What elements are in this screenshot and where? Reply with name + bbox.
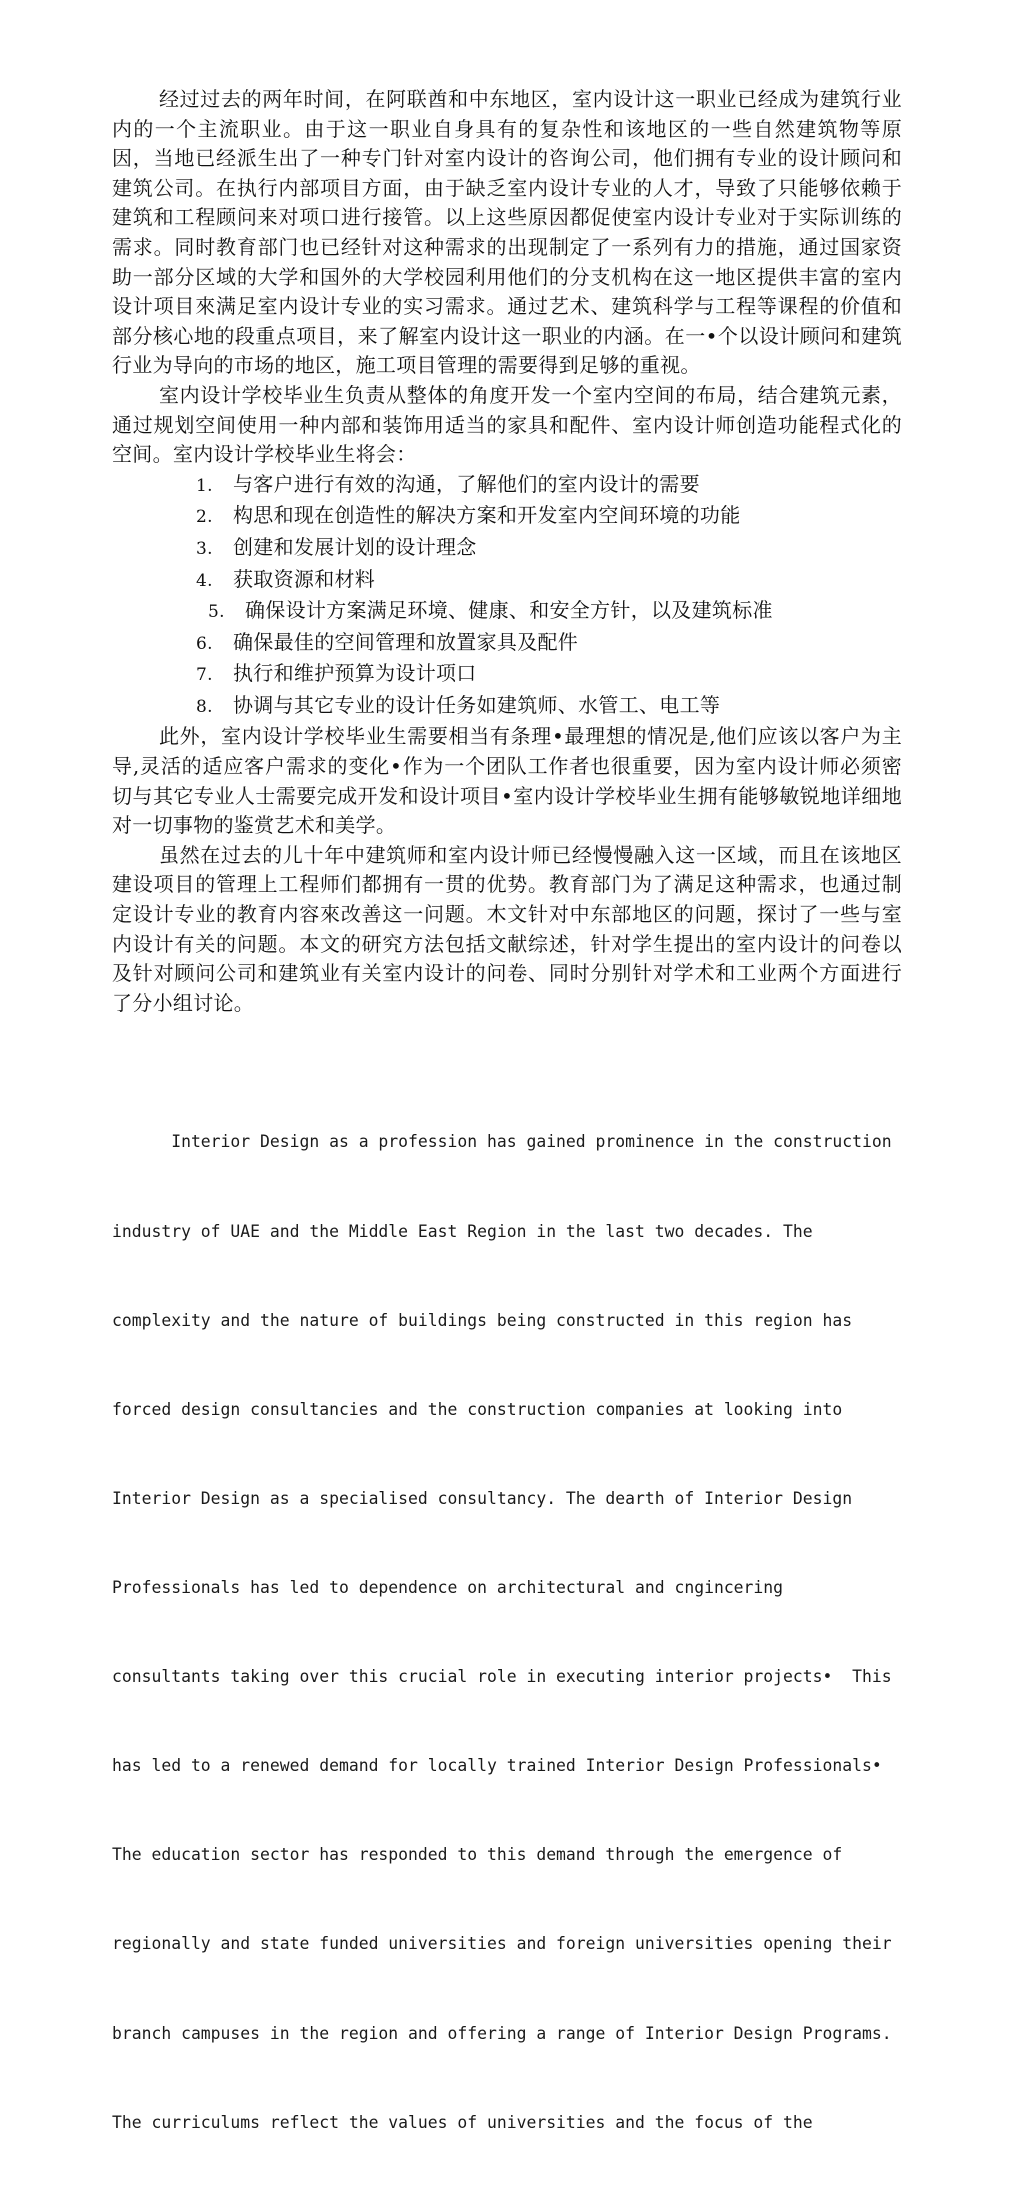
english-line: forced design consultancies and the construction companies at looking into <box>112 1399 843 1419</box>
list-number: 2. <box>196 507 213 528</box>
english-line: industry of UAE and the Middle East Region in the last two decades. The <box>112 1221 813 1241</box>
list-item <box>112 565 902 597</box>
list-text: 执行和维护预算为设计项口 <box>233 661 477 686</box>
list-number: 8. <box>196 696 213 717</box>
list-number: 1. <box>196 475 213 496</box>
duties-list <box>112 470 902 723</box>
list-number: 6. <box>196 633 213 654</box>
list-text: 构思和现在创造性的解决方案和开发室内空间环境的功能 <box>233 503 741 528</box>
english-line: The education sector has responded to this demand through the emergence of <box>112 1845 843 1865</box>
list-text: 获取资源和材料 <box>233 566 376 591</box>
english-line: Interior Design as a profession has gained prominence in the construction <box>112 1132 892 1152</box>
english-line: The curriculums reflect the values of universities and the focus of the <box>112 2112 813 2132</box>
list-number: 7. <box>196 665 213 686</box>
list-number: 5. <box>208 602 225 623</box>
paragraph-intro: 经过过去的两年时间，在阿联酋和中东地区，室内设计这一职业已经成为建筑行业内的一个主流职业。由于这一职业自身具有的复杂性和该地区的一些自然建筑物等原因，当地已经派生出了一种专门针对室内设计的咨询公司，他们拥有专业的设计顾问和建筑公司。在执行内部项目方面，由于缺乏室内设计专业的人才，导致了只能够依赖于建筑和工程顾问来对项口进行接管。以上这些原因都促使室内设计专业对于实际训练的需求。同时教育部门也已经针对这种需求的出现制定了一系列有力的措施，通过国家资助一部分区域的大学和国外的大学校园利用他们的分支机构在这一地区提供丰富的室内设计项目來满足室内设计专业的实习需求。通过艺术、建筑科学与工程等课程的价值和部分核心地的段重点项目，来了解室内设计这一职业的内涵。在一•个以设计顾问和建筑行业为导向的市场的地区，施工项目管理的需要得到足够的重视。 <box>112 87 902 378</box>
english-line: regionally and state funded universities and foreign universities opening their <box>112 1934 892 1954</box>
paragraph-research: 虽然在过去的儿十年中建筑师和室内设计师已经慢慢融入这一区域，而且在该地区建设项目的管理上工程师们都拥有一贯的优势。教育部门为了满足这种需求，也通过制定设计专业的教育内容來改善这一问题。木文针对中东部地区的问题，探讨了一些与室内设计有关的问题。本文的研究方法包括文献综述，针对学生提出的室内设计的问卷以及针对顾问公司和建筑业有关室内设计的问卷、同时分别针对学术和工业两个方面进行了分小组讨论。 <box>112 842 902 1015</box>
english-line: Interior Design as a specialised consultancy. The dearth of Interior Design <box>112 1488 853 1508</box>
list-item <box>112 470 902 502</box>
paragraph-qualities: 此外，室内设计学校毕业生需要相当有条理•最理想的情况是,他们应该以客户为主导,灵活的适应客户需求的变化•作为一个团队工作者也很重要，因为室内设计师必须密切与其它专业人士需要完成开发和设计项目•室内设计学校毕业生拥有能够敏锐地详细地对一切事物的鉴赏艺术和美学。 <box>112 724 902 838</box>
list-number: 4. <box>196 570 213 591</box>
list-item <box>112 691 902 723</box>
list-item <box>112 501 902 533</box>
list-item <box>112 596 902 628</box>
english-line: has led to a renewed demand for locally trained Interior Design Professionals• <box>112 1756 882 1776</box>
english-text-block <box>112 1068 912 2197</box>
list-text: 协调与其它专业的设计任务如建筑师、水管工、电工等 <box>233 692 721 717</box>
list-text: 创建和发展计划的设计理念 <box>233 534 477 559</box>
list-item <box>112 533 902 565</box>
english-line: branch campuses in the region and offering a range of Interior Design Programs. <box>112 2023 892 2043</box>
list-text: 确保设计方案满足环境、健康、和安全方针，以及建筑标准 <box>245 598 773 623</box>
list-text: 确保最佳的空间管理和放置家具及配件 <box>233 629 579 654</box>
chinese-text-block <box>112 85 902 1018</box>
list-text: 与客户进行有效的沟通，了解他们的室内设计的需要 <box>233 471 700 496</box>
english-line: Professionals has led to dependence on architectural and cngincering <box>112 1577 784 1597</box>
list-item <box>112 659 902 691</box>
english-line: complexity and the nature of buildings being constructed in this region has <box>112 1310 853 1330</box>
list-number: 3. <box>196 538 213 559</box>
paragraph-graduates: 室内设计学校毕业生负责从整体的角度开发一个室内空间的布局，结合建筑元素，通过规划空间使用一种内部和装饰用适当的家具和配件、室内设计师创造功能程式化的空间。室内设计学校毕业生将会： <box>112 382 902 467</box>
list-item <box>112 628 902 660</box>
english-line: consultants taking over this crucial role in executing interior projects• This <box>112 1667 892 1687</box>
